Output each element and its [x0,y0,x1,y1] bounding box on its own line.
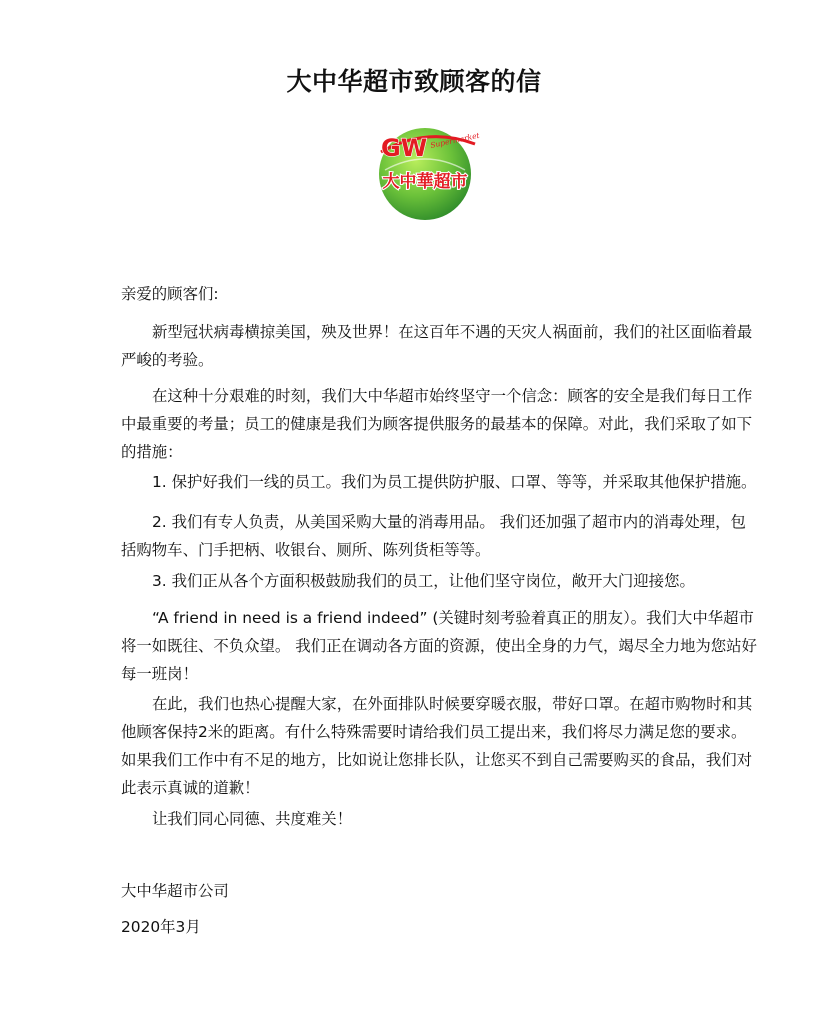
gw-supermarket-logo [367,118,483,222]
paragraph-text: 新型冠状病毒横掠美国，殃及世界！在这百年不遇的天灾人祸面前，我们的社区面临着最严峻的考验。 [121,323,753,369]
logo-initials: GW [381,134,428,162]
signature-text: 大中华超市公司 [121,882,229,900]
paragraph [121,318,761,374]
logo-name-text: 大中華超市 [382,172,468,192]
date-text: 2020年3月 [121,918,201,936]
paragraph-text: “A friend in need is a friend indeed” (关键时刻考验着真正的朋友）。我们大中华超市将一如既往、不负众望。 我们正在调动各方面的资源，使出全身的力气，竭尽全力地为您站好每一班岗！ [121,609,757,683]
measure-text: 1. 保护好我们一线的员工。我们为员工提供防护服、口罩、等等，并采取其他保护措施。 [152,473,757,491]
letter-title: 大中华超市致顾客的信 [286,67,542,96]
paragraph [121,690,761,802]
signature [121,877,761,905]
logo-script-text: Supermarket [429,130,481,150]
paragraph-text: 在这种十分艰难的时刻，我们大中华超市始终坚守一个信念：顾客的安全是我们每日工作中最重要的考量；员工的健康是我们为顾客提供服务的最基本的保障。对此，我们采取了如下的措施： [121,387,753,461]
letter-date [121,913,761,941]
paragraph-text: 让我们同心同德、共度难关！ [152,810,353,828]
paragraph [121,382,761,466]
greeting [121,280,761,308]
measure-text: 3. 我们正从各个方面积极鼓励我们的员工，让他们坚守岗位，敞开大门迎接您。 [152,572,695,590]
paragraph-text: 在此，我们也热心提醒大家，在外面排队时候要穿暖衣服，带好口罩。在超市购物时和其他顾客保持2米的距离。有什么特殊需要时请给我们员工提出来，我们将尽力满足您的要求。如果我们工作中有不足的地方，比如说让您排长队，让您买不到自己需要购买的食品，我们对此表示真诚的道歉！ [121,695,753,797]
paragraph [121,604,761,688]
measure-item [121,468,761,496]
paragraph [121,805,761,833]
measure-item [121,567,761,595]
measure-text: 2. 我们有专人负责，从美国采购大量的消毒用品。 我们还加强了超市内的消毒处理，包括购物车、门手把柄、收银台、厕所、陈列货柜等等。 [121,513,746,559]
measure-item [121,508,761,564]
greeting-text: 亲爱的顾客们: [121,285,219,303]
